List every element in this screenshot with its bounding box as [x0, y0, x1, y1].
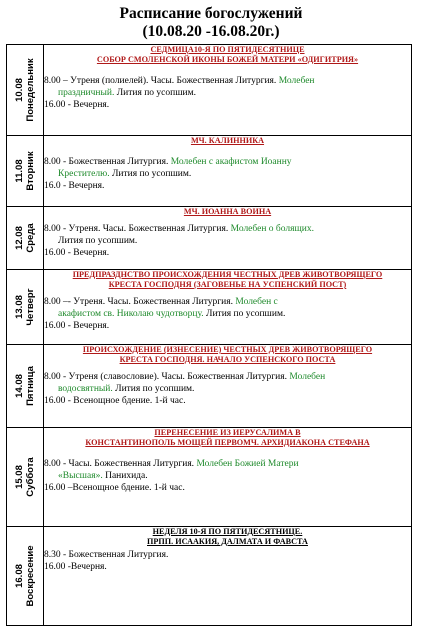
- day-label-cell: [7, 45, 44, 136]
- day-label: [14, 151, 36, 190]
- service-text: 8.00 - Божественная Литургия.: [44, 157, 169, 167]
- service-line: [44, 371, 411, 383]
- moleben-text: акафистом св. Николаю чудотворцу.: [58, 309, 204, 320]
- day-weekday: Суббота: [25, 457, 36, 497]
- moleben-text: Молебен с акафистом Иоанну: [170, 157, 292, 167]
- schedule-table: [6, 44, 412, 626]
- moleben-text: Молебен о болящих.: [230, 224, 315, 234]
- day-date: 16.08: [14, 564, 25, 588]
- day-services: [44, 345, 412, 428]
- day-row-tuesday: [7, 136, 412, 207]
- feast-subtitle: КРЕСТА ГОСПОДНЯ. НАЧАЛО УСПЕНСКОГО ПОСТА: [119, 355, 336, 364]
- feast-subtitle: ПРПП. ИСААКИЯ, ДАЛМАТА И ФАВСТА: [147, 537, 308, 546]
- day-date: 14.08: [14, 374, 25, 398]
- service-text: 8.00 – Утреня (полиелей). Часы. Божественная Литургия.: [44, 76, 277, 86]
- feast-title: МЧ. КАЛИННИКА: [190, 136, 265, 145]
- vespers-line: 16.00 - Вечерня.: [44, 321, 110, 332]
- day-label: [14, 366, 36, 406]
- day-weekday: Воскресение: [25, 545, 36, 607]
- service-line: [44, 308, 411, 320]
- day-weekday: Пятница: [25, 366, 36, 406]
- day-date: 15.08: [14, 465, 25, 489]
- day-date: 11.08: [14, 159, 25, 183]
- day-services: [44, 207, 412, 270]
- day-label: [14, 288, 36, 325]
- day-label-cell: [7, 136, 44, 207]
- service-text: Лития по усопшим.: [58, 236, 138, 247]
- day-weekday: Четверг: [25, 288, 36, 326]
- vespers-line: 16.00 -Вечерня.: [44, 562, 107, 573]
- service-text: 8.00 - Утреня (славословие). Часы. Божественная Литургия.: [44, 372, 288, 382]
- day-services: [44, 270, 412, 345]
- page-title: Расписание богослужений: [119, 5, 303, 22]
- day-label: [14, 546, 36, 607]
- feast-title: НЕДЕЛЯ 10-Я ПО ПЯТИДЕСЯТНИЦЕ.: [152, 527, 303, 536]
- service-line: 8.30 - Божественная Литургия.: [44, 550, 169, 560]
- day-row-sunday: [7, 527, 412, 626]
- day-label: [14, 223, 36, 252]
- feast-subtitle: КОНСТАНТИНОПОЛЬ МОЩЕЙ ПЕРВОМЧ. АРХИДИАКОНА СТЕФАНА: [85, 438, 370, 447]
- feast-title: ПЕРЕНЕСЕНИЕ ИЗ ИЕРУСАЛИМА В: [154, 428, 301, 437]
- feast-subtitle: КРЕСТА ГОСПОДНЯ (ЗАГОВЕНЬЕ НА УСПЕНСКИЙ ПОСТ): [108, 280, 347, 289]
- day-date: 13.08: [14, 295, 25, 319]
- service-text: Лития по усопшим.: [111, 169, 192, 180]
- feast-title: МЧ. ИОАННА ВОИНА: [183, 207, 272, 216]
- service-line: [44, 87, 411, 99]
- day-label-cell: [7, 270, 44, 345]
- day-label: [14, 457, 36, 496]
- service-line: [44, 296, 411, 308]
- day-label-cell: [7, 345, 44, 428]
- day-weekday: Среда: [25, 223, 36, 253]
- day-row-wednesday: [7, 207, 412, 270]
- service-text: 8.00 –- Утреня. Часы. Божественная Литургия.: [44, 297, 233, 307]
- day-label-cell: [7, 527, 44, 626]
- day-row-saturday: [7, 428, 412, 527]
- service-line: [44, 458, 411, 470]
- moleben-text: Крестителю.: [58, 169, 110, 180]
- day-label-cell: [7, 428, 44, 527]
- day-weekday: Понедельник: [25, 58, 36, 122]
- service-text: 8.00 - Утреня. Часы. Божественная Литургия.: [44, 224, 229, 234]
- moleben-text: водосвятный.: [58, 384, 113, 395]
- service-line: [44, 156, 411, 168]
- service-text: 8.00 - Часы. Божественная Литургия.: [44, 459, 195, 469]
- service-text: Лития по усопшим.: [206, 309, 286, 320]
- day-label: [14, 58, 36, 121]
- service-line: [44, 168, 411, 180]
- day-services: [44, 527, 412, 626]
- day-row-thursday: [7, 270, 412, 345]
- service-text: Лития по усопшим.: [115, 384, 195, 395]
- moleben-text: Молебен: [289, 372, 326, 382]
- feast-title: ПРЕДПРАЗДНСТВО ПРОИСХОЖДЕНИЯ ЧЕСТНЫХ ДРЕВ ЖИВОТВОРЯЩЕГО: [72, 270, 383, 279]
- vigil-line: 16.00 - Всенощное бдение. 1-й час.: [44, 396, 186, 407]
- moleben-text: Молебен Божией Матери: [196, 459, 299, 469]
- date-range: (10.08.20 -16.08.20г.): [142, 23, 280, 40]
- vigil-line: 16.00 –Всенощное бдение. 1-й час.: [44, 483, 185, 494]
- moleben-text: Молебен с: [235, 297, 278, 307]
- day-services: [44, 136, 412, 207]
- feast-title: СЕДМИЦА10-Я ПО ПЯТИДЕСЯТНИЦЕ: [150, 45, 305, 54]
- service-line: [44, 75, 411, 87]
- service-text: Панихида.: [105, 471, 148, 482]
- feast-subtitle: СОБОР СМОЛЕНСКОЙ ИКОНЫ БОЖЕЙ МАТЕРИ «ОДИГИТРИЯ»: [96, 55, 359, 64]
- day-weekday: Вторник: [25, 151, 36, 191]
- day-row-friday: [7, 345, 412, 428]
- service-text: Лития по усопшим.: [116, 88, 197, 99]
- vespers-line: 16.0 - Вечерня.: [44, 181, 105, 192]
- day-date: 10.08: [14, 78, 25, 102]
- moleben-text: праздничный.: [58, 88, 115, 99]
- vespers-line: 16.00 - Вечерня.: [44, 100, 110, 111]
- day-services: [44, 45, 412, 136]
- vespers-line: 16.00 - Вечерня.: [44, 248, 110, 259]
- day-date: 12.08: [14, 226, 25, 250]
- service-line: [44, 223, 411, 235]
- day-services: [44, 428, 412, 527]
- day-label-cell: [7, 207, 44, 270]
- service-line: [44, 383, 411, 395]
- day-row-monday: [7, 45, 412, 136]
- service-line: [44, 470, 411, 482]
- moleben-text: «Высшая».: [58, 471, 103, 482]
- moleben-text: Молебен: [278, 76, 315, 86]
- feast-title: ПРОИСХОЖДЕНИЕ (ИЗНЕСЕНИЕ) ЧЕСТНЫХ ДРЕВ ЖИВОТВОРЯЩЕГО: [82, 345, 373, 354]
